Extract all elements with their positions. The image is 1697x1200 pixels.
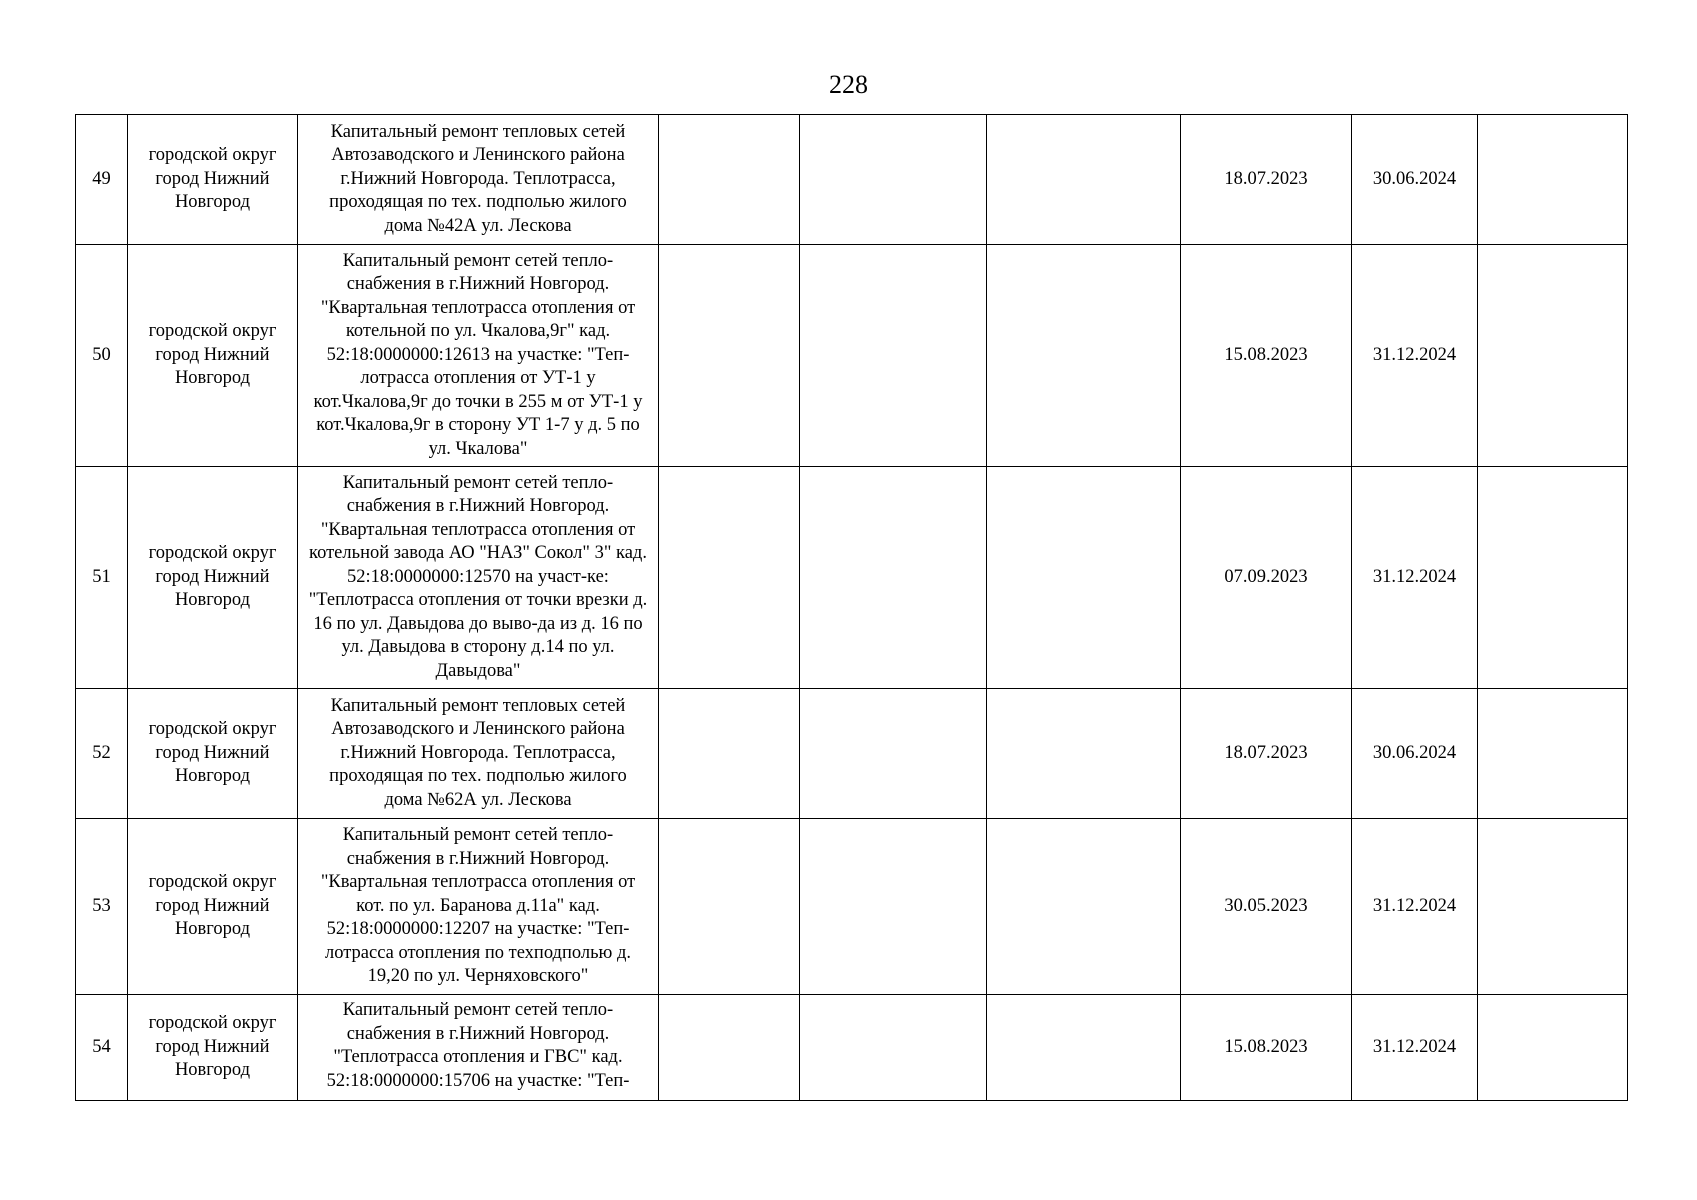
empty-cell [800, 115, 987, 245]
empty-cell [659, 245, 800, 467]
municipality-cell: городской округ город Нижний Новгород [128, 245, 298, 467]
empty-cell [800, 819, 987, 995]
end-date-cell: 31.12.2024 [1352, 245, 1478, 467]
municipality-cell: городской округ город Нижний Новгород [128, 819, 298, 995]
empty-cell [659, 115, 800, 245]
description-cell [298, 467, 659, 689]
empty-cell [987, 115, 1181, 245]
start-date-cell: 07.09.2023 [1181, 467, 1352, 689]
end-date-cell: 30.06.2024 [1352, 115, 1478, 245]
start-date-cell: 15.08.2023 [1181, 245, 1352, 467]
row-number: 54 [76, 995, 128, 1101]
empty-cell [659, 995, 800, 1101]
row-number: 53 [76, 819, 128, 995]
description-clip [308, 999, 648, 1093]
empty-cell [1478, 467, 1628, 689]
description-text: Капитальный ремонт сетей тепло-снабжения в г.Нижний Новгород. "Теплотрасса отопления и ГВС" кад. 52:18:0000000:15706 на участке: "Теп- [326, 1000, 630, 1091]
empty-cell [659, 819, 800, 995]
table-row [76, 819, 1628, 995]
empty-cell [1478, 819, 1628, 995]
empty-cell [659, 689, 800, 819]
table-row [76, 115, 1628, 245]
page-number: 228 [829, 70, 868, 99]
empty-cell [800, 245, 987, 467]
empty-cell [1478, 115, 1628, 245]
empty-cell [987, 995, 1181, 1101]
municipality-cell: городской округ город Нижний Новгород [128, 689, 298, 819]
description-cell [298, 995, 659, 1101]
table-row [76, 689, 1628, 819]
empty-cell [987, 819, 1181, 995]
description-text: Капитальный ремонт тепловых сетей Автозаводского и Ленинского района г.Нижний Новгорода. Теплотрасса, проходящая по тех. подполью жилого дома №42А ул. Лескова [329, 121, 627, 236]
capital-repair-table [75, 114, 1628, 1101]
empty-cell [987, 689, 1181, 819]
end-date-cell: 31.12.2024 [1352, 819, 1478, 995]
empty-cell [800, 467, 987, 689]
row-number: 50 [76, 245, 128, 467]
empty-cell [987, 245, 1181, 467]
empty-cell [659, 467, 800, 689]
table-row [76, 245, 1628, 467]
description-text: Капитальный ремонт сетей тепло-снабжения в г.Нижний Новгород. "Квартальная теплотрасса отопления от котельной по ул. Чкалова,9г" кад. 52:18:0000000:12613 на участке: "Теп-лотрасса отопления от УТ-1 у кот.Чкалова,9г до точки в 255 м от УТ-1 у кот.Чкалова,9г в сторону УТ 1-7 у д. 5 по ул. Чкалова" [313, 250, 643, 459]
row-number: 52 [76, 689, 128, 819]
description-cell [298, 689, 659, 819]
start-date-cell: 18.07.2023 [1181, 115, 1352, 245]
description-text: Капитальный ремонт сетей тепло-снабжения в г.Нижний Новгород. "Квартальная теплотрасса отопления от котельной завода АО "НАЗ" Сокол" 3" кад. 52:18:0000000:12570 на участ-ке: "Теплотрасса отопления от точки врезки д. 16 по ул. Давыдова до выво-да из д. 16 по ул. Давыдова в сторону д.14 по ул. Давыдова" [308, 472, 648, 681]
description-cell [298, 245, 659, 467]
start-date-cell: 18.07.2023 [1181, 689, 1352, 819]
end-date-cell: 31.12.2024 [1352, 467, 1478, 689]
empty-cell [1478, 245, 1628, 467]
municipality-cell: городской округ город Нижний Новгород [128, 467, 298, 689]
description-cell [298, 115, 659, 245]
end-date-cell: 30.06.2024 [1352, 689, 1478, 819]
row-number: 51 [76, 467, 128, 689]
table-row [76, 995, 1628, 1101]
table-row [76, 467, 1628, 689]
start-date-cell: 15.08.2023 [1181, 995, 1352, 1101]
empty-cell [987, 467, 1181, 689]
empty-cell [800, 995, 987, 1101]
end-date-cell: 31.12.2024 [1352, 995, 1478, 1101]
empty-cell [800, 689, 987, 819]
description-text: Капитальный ремонт тепловых сетей Автозаводского и Ленинского района г.Нижний Новгорода. Теплотрасса, проходящая по тех. подполью жилого дома №62А ул. Лескова [329, 695, 627, 810]
description-cell [298, 819, 659, 995]
row-number: 49 [76, 115, 128, 245]
empty-cell [1478, 995, 1628, 1101]
description-text: Капитальный ремонт сетей тепло-снабжения в г.Нижний Новгород. "Квартальная теплотрасса отопления от кот. по ул. Баранова д.11а" кад. 52:18:0000000:12207 на участке: "Теп-лотрасса отопления по техподполью д. 19,20 по ул. Черняховского" [320, 825, 636, 987]
start-date-cell: 30.05.2023 [1181, 819, 1352, 995]
municipality-cell: городской округ город Нижний Новгород [128, 115, 298, 245]
empty-cell [1478, 689, 1628, 819]
municipality-cell: городской округ город Нижний Новгород [128, 995, 298, 1101]
